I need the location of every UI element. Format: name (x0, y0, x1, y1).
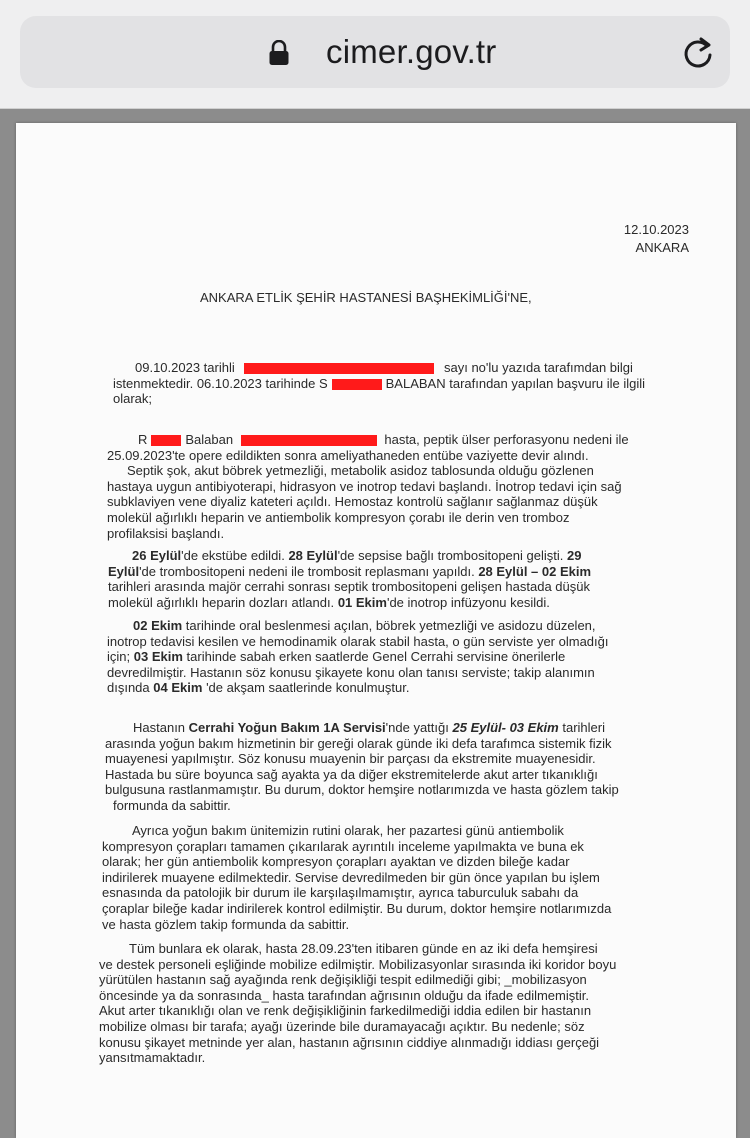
p3-text-4a: molekül ağırlıklı heparin dozları atlandı. (108, 594, 335, 610)
p5-text-1a: Hastanın (133, 720, 186, 735)
p6-line5: esnasında da patolojik bir durum ile karşılaşılmamıştır, ayrıca taburculuk sabahı da (102, 885, 579, 901)
redacted-id (241, 435, 377, 446)
p2-name-b: Balaban (185, 432, 234, 447)
p7-line5: Akut arter tıkanıklığı olan ve renk değişikliğinin farkedilmediği iddia edilen bir hastanın (99, 1003, 592, 1019)
p7-line4: öncesinde ya da sonrasında_ hasta tarafından ağrısının olduğu da ifade edilmemiştir. (99, 987, 589, 1003)
letter-city: ANKARA (635, 240, 689, 255)
paragraph-icu-exam (105, 720, 706, 814)
p6-line7: ve hasta gözlem takip formunda da sabittir. (102, 916, 350, 932)
paragraph-transfer (107, 618, 707, 696)
icu-unit-name: Cerrahi Yoğun Bakım 1A Servisi (188, 720, 386, 735)
p7-line8: yansıtmamaktadır. (99, 1050, 206, 1066)
p4-text-3b: tarihinde sabah erken saatlerde Genel Cerrahi servisine önerilerle (186, 649, 566, 665)
p4-line4: devredilmiştir. Hastanın söz konusu şikayete konu olan tanısı serviste; takip alanımın (107, 664, 595, 680)
p6-line2: kompresyon çorapları tamamen çıkarılarak ayrıntılı inceleme yapılmakta ve buna ek (102, 838, 584, 854)
p3-text-1: 'de ekstübe edildi. (181, 548, 285, 563)
p1-text-e: olarak; (113, 391, 153, 407)
p5-text-1b: 'nde yattığı (385, 720, 449, 735)
p4-line2: inotrop tedavisi kesilen ve hemodinamik olarak stabil hasta, o gün serviste yer olmadığı (107, 633, 609, 649)
p2-line6: molekül ağırlıklı heparin ve antiembolik kompresyon çorabı ile derin ven tromboz (107, 509, 570, 525)
p4-text-3a: için; (107, 649, 131, 665)
p2-line2: 25.09.2023'te opere edildikten sonra ameliyathaneden entübe vaziyette devir alındı. (107, 447, 589, 463)
p5-line2: arasında yoğun bakım hizmetinin bir gereği olarak günde iki defa tarafımca sistemik fizik (105, 735, 612, 751)
p6-line6: çoraplar bileğe kadar indirilerek kontrol edilmiştir. Bu durum, doktor hemşire notlarımızda (102, 900, 612, 916)
p2-line7: profilaksisi başlandı. (107, 525, 225, 541)
icu-date-range: 25 Eylül- 03 Ekim (452, 720, 559, 735)
reload-icon[interactable] (680, 35, 716, 71)
redacted-patient-name (151, 435, 181, 446)
p2-line5: subklaviyen vene diyaliz kateteri açıldı. Hemostaz kontrolü sağlanır sağlanmaz düşük (107, 494, 598, 510)
date-03-ekim: 03 Ekim (133, 649, 183, 665)
p2-line3: Septik şok, akut böbrek yetmezliği, metabolik asidoz tablosunda olduğu gözlenen (127, 463, 594, 479)
p1-text-b: sayı no'lu yazıda tarafımdan bilgi (444, 360, 633, 375)
p6-line1: Ayrıca yoğun bakım ünitemizin rutini olarak, her pazartesi günü antiembolik (132, 823, 564, 838)
p4-line1: tarihinde oral beslenmesi açılan, böbrek yetmezliği ve asidozu düzelen, (185, 618, 596, 633)
p3-text-2: 'de sepsise bağlı trombositopeni gelişti. (337, 548, 564, 563)
p5-line6: formunda da sabittir. (113, 797, 231, 813)
p6-line3: olarak; her gün antiembolik kompresyon çorapları ayaktan ve dizden bileğe kadar (102, 854, 570, 870)
letter-date: 12.10.2023 (623, 222, 689, 237)
p3-text-3: 'de trombositopeni nedeni ile trombosit replasmanı yapıldı. (139, 563, 475, 579)
p3-text-4b: 'de inotrop infüzyonu kesildi. (386, 594, 550, 610)
p7-line2: ve destek personeli eşliğinde mobilize edilmiştir. Mobilizasyonlar sırasında iki koridor boyu (99, 956, 617, 972)
date-04-ekim: 04 Ekim (153, 680, 203, 696)
date-02-ekim: 02 Ekim (133, 618, 183, 633)
p2-name-a: R (138, 432, 148, 447)
p7-line3: yürütülen hastanın sağ ayağında renk değişikliği tespit edilmediği gibi; _mobilizasyon (99, 972, 587, 988)
p2-line1: hasta, peptik ülser perforasyonu nedeni ile (384, 432, 629, 447)
letter-addressee: ANKARA ETLİK ŞEHİR HASTANESİ BAŞHEKİMLİĞİ'NE, (200, 290, 532, 305)
p1-text-d: BALABAN tarafından yapılan başvuru ile ilgili (385, 375, 646, 391)
p3-line3: tarihleri arasında majör cerrahi sonrası septik trombositopeni gelişen hastada düşük (108, 579, 590, 595)
p1-text-a: 09.10.2023 tarihli (135, 360, 235, 375)
date-eylul: Eylül (108, 563, 140, 579)
p5-line4: Hastada bu süre boyunca sağ ayakta ya da diğer ekstremitelerde akut arter tıkanıklığı (105, 766, 598, 782)
browser-top-bar (0, 0, 750, 109)
paragraph-timeline (108, 548, 708, 610)
letter-page (16, 123, 736, 1138)
p4-text-5a: dışında (107, 680, 150, 696)
p2-line4: hastaya uygun antibiyoterapi, hidrasyon ve inotrop tedavi başlandı. İnotrop tedavi için sağ (107, 478, 622, 494)
redacted-name (332, 379, 382, 390)
paragraph-mobilization (99, 941, 706, 1066)
p7-line1: Tüm bunlara ek olarak, hasta 28.09.23'ten itibaren günde en az iki defa hemşiresi (129, 941, 598, 956)
p7-line7: konusu şikayet metninde yer alan, hastanın ağrısının ciddiye alınmadığı iddiası gerçeği (99, 1034, 600, 1050)
p5-text-1c: tarihleri (562, 720, 605, 735)
date-28-eylul: 28 Eylül (288, 548, 338, 563)
date-29: 29 (566, 548, 582, 563)
paragraph-history (107, 432, 707, 541)
date-range-28eylul-02ekim: 28 Eylül – 02 Ekim (478, 563, 592, 579)
p1-text-c: istenmektedir. 06.10.2023 tarihinde S (113, 375, 328, 391)
date-26-eylul: 26 Eylül (132, 548, 182, 563)
p5-line3: muayenesi yapılmıştır. Söz konusu muayenin bir parçası da ekstremite muayenesidir. (105, 751, 596, 767)
p4-text-5b: 'de akşam saatlerinde konulmuştur. (206, 680, 410, 696)
p5-line5: bulgusuna rastlanmamıştır. Bu durum, doktor hemşire notlarımızda ve hasta gözlem takip (105, 782, 619, 798)
address-bar[interactable] (20, 16, 730, 88)
paragraph-routine (102, 823, 706, 932)
redacted-reference (244, 363, 434, 374)
url-text: cimer.gov.tr (326, 33, 497, 70)
paragraph-request (113, 360, 707, 407)
p7-line6: mobilize olması bir tarafa; ayağı üzerinde bile duramayacağı açıktır. Bu nedenle; söz (99, 1018, 585, 1034)
date-01-ekim: 01 Ekim (337, 594, 387, 610)
p6-line4: indirilerek muayene edilmektedir. Servise devredilmeden bir gün önce yapılan bu işlem (102, 869, 600, 885)
lock-icon (268, 40, 290, 66)
